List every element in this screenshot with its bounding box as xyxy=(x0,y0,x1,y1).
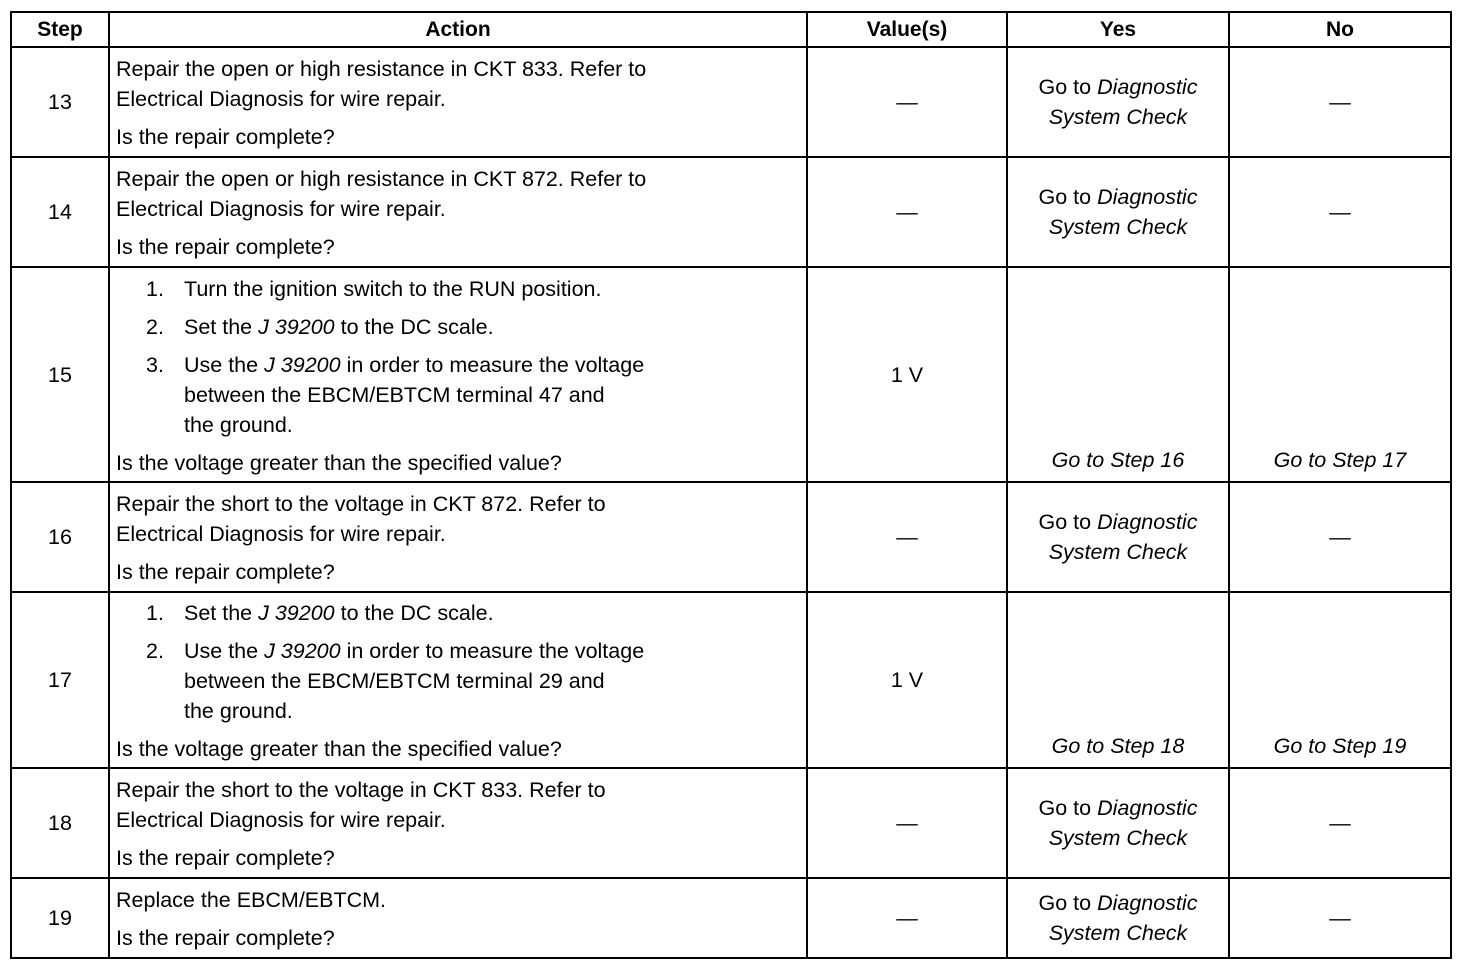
yes-cell xyxy=(1007,47,1229,157)
table-row xyxy=(11,878,1451,958)
action-cell xyxy=(109,157,807,267)
action-cell xyxy=(109,592,807,768)
sub-step xyxy=(146,350,800,440)
action-question: Is the repair complete? xyxy=(116,926,335,950)
text-line: the ground. xyxy=(184,699,293,723)
header-action: Action xyxy=(109,12,807,47)
sub-step-text xyxy=(184,598,800,628)
value-cell: — xyxy=(807,482,1007,592)
sub-step-number: 1. xyxy=(146,276,164,301)
value-cell: — xyxy=(807,878,1007,958)
action-question: Is the repair complete? xyxy=(116,560,335,584)
action-text: Electrical Diagnosis for wire repair. xyxy=(116,808,446,832)
no-cell: — xyxy=(1229,482,1451,592)
yes-cell xyxy=(1007,592,1229,768)
table-row xyxy=(11,157,1451,267)
action-text: Electrical Diagnosis for wire repair. xyxy=(116,87,446,111)
action-cell xyxy=(109,482,807,592)
tool-name: J 39200 xyxy=(258,314,335,339)
step-number: 19 xyxy=(11,878,109,958)
yes-cell xyxy=(1007,267,1229,482)
step-number: 16 xyxy=(11,482,109,592)
yes-line xyxy=(1008,793,1228,823)
yes-prefix: Go to xyxy=(1038,75,1098,99)
yes-line xyxy=(1008,507,1228,537)
sub-step-number: 1. xyxy=(146,601,164,625)
yes-link: System Check xyxy=(1048,540,1188,564)
action-text: Replace the EBCM/EBTCM. xyxy=(116,888,387,912)
yes-link: System Check xyxy=(1048,921,1188,945)
action-text: Repair the short to the voltage in CKT 872. Refer to xyxy=(116,492,606,516)
yes-prefix: Go to xyxy=(1038,510,1098,534)
header-step: Step xyxy=(11,12,109,47)
text-line xyxy=(184,636,800,666)
yes-link: Diagnostic xyxy=(1097,891,1198,915)
value-cell: — xyxy=(807,157,1007,267)
sub-step-text xyxy=(184,312,800,342)
text-part: to the DC scale. xyxy=(334,601,494,625)
no-cell: — xyxy=(1229,768,1451,878)
tool-name: J 39200 xyxy=(258,601,335,625)
table-row xyxy=(11,47,1451,157)
no-cell xyxy=(1229,267,1451,482)
table-row xyxy=(11,592,1451,768)
value-cell: 1 V xyxy=(807,267,1007,482)
sub-step xyxy=(146,274,800,304)
sub-step xyxy=(146,312,800,342)
action-question: Is the voltage greater than the specified value? xyxy=(116,450,562,475)
no-cell: — xyxy=(1229,157,1451,267)
sub-step-number: 2. xyxy=(146,639,164,663)
yes-link: Diagnostic xyxy=(1097,75,1198,99)
table-row xyxy=(11,768,1451,878)
yes-line xyxy=(1008,888,1228,918)
action-question: Is the repair complete? xyxy=(116,846,335,870)
yes-line xyxy=(1008,182,1228,212)
text-line xyxy=(184,350,800,380)
text-line: between the EBCM/EBTCM terminal 47 and xyxy=(184,382,605,407)
no-cell: — xyxy=(1229,47,1451,157)
yes-link: Diagnostic xyxy=(1097,185,1198,209)
yes-link: System Check xyxy=(1048,105,1188,129)
text-part: to the DC scale. xyxy=(334,314,494,339)
text-part: Use the xyxy=(184,352,265,377)
yes-cell xyxy=(1007,482,1229,592)
text-part: in order to measure the voltage xyxy=(340,639,645,663)
header-yes: Yes xyxy=(1007,12,1229,47)
header-values: Value(s) xyxy=(807,12,1007,47)
yes-prefix: Go to xyxy=(1038,891,1098,915)
yes-link: Diagnostic xyxy=(1097,796,1198,820)
action-cell xyxy=(109,47,807,157)
no-link: Go to Step 19 xyxy=(1273,734,1407,758)
text-part: Use the xyxy=(184,639,265,663)
text-part: Set the xyxy=(184,601,259,625)
step-number: 18 xyxy=(11,768,109,878)
action-text: Repair the open or high resistance in CKT 872. Refer to xyxy=(116,167,647,191)
yes-line xyxy=(1008,72,1228,102)
text-line: between the EBCM/EBTCM terminal 29 and xyxy=(184,669,605,693)
tool-name: J 39200 xyxy=(264,639,341,663)
sub-step-list xyxy=(116,274,800,440)
tool-name: J 39200 xyxy=(264,352,341,377)
yes-link: System Check xyxy=(1048,826,1188,850)
no-cell xyxy=(1229,592,1451,768)
yes-link: Go to Step 18 xyxy=(1051,734,1185,758)
yes-cell xyxy=(1007,768,1229,878)
diagnostic-table xyxy=(10,11,1452,959)
action-question: Is the voltage greater than the specified value? xyxy=(116,737,562,761)
yes-link: System Check xyxy=(1048,215,1188,239)
sub-step xyxy=(146,598,800,628)
value-cell: 1 V xyxy=(807,592,1007,768)
text-line: the ground. xyxy=(184,412,293,437)
header-row xyxy=(11,12,1451,47)
table-row xyxy=(11,482,1451,592)
sub-step-text: Turn the ignition switch to the RUN position. xyxy=(184,276,602,301)
yes-cell xyxy=(1007,157,1229,267)
action-text: Electrical Diagnosis for wire repair. xyxy=(116,197,446,221)
step-number: 13 xyxy=(11,47,109,157)
header-no: No xyxy=(1229,12,1451,47)
yes-link: Go to Step 16 xyxy=(1051,448,1185,472)
yes-link: Diagnostic xyxy=(1097,510,1198,534)
step-number: 17 xyxy=(11,592,109,768)
action-question: Is the repair complete? xyxy=(116,125,335,149)
action-cell xyxy=(109,768,807,878)
action-text: Electrical Diagnosis for wire repair. xyxy=(116,522,446,546)
no-cell: — xyxy=(1229,878,1451,958)
table-row xyxy=(11,267,1451,482)
no-link: Go to Step 17 xyxy=(1273,448,1407,472)
text-part: Set the xyxy=(184,314,259,339)
sub-step-text xyxy=(184,350,800,440)
action-text: Repair the open or high resistance in CKT 833. Refer to xyxy=(116,57,647,81)
value-cell: — xyxy=(807,768,1007,878)
text-part: in order to measure the voltage xyxy=(340,352,645,377)
sub-step-list xyxy=(116,598,800,726)
value-cell: — xyxy=(807,47,1007,157)
step-number: 14 xyxy=(11,157,109,267)
action-question: Is the repair complete? xyxy=(116,235,335,259)
action-text: Repair the short to the voltage in CKT 833. Refer to xyxy=(116,778,606,802)
sub-step xyxy=(146,636,800,726)
yes-prefix: Go to xyxy=(1038,185,1098,209)
sub-step-text xyxy=(184,636,800,726)
step-number: 15 xyxy=(11,267,109,482)
sub-step-number: 2. xyxy=(146,314,164,339)
yes-cell xyxy=(1007,878,1229,958)
action-cell xyxy=(109,267,807,482)
yes-prefix: Go to xyxy=(1038,796,1098,820)
action-cell xyxy=(109,878,807,958)
sub-step-number: 3. xyxy=(146,352,164,377)
